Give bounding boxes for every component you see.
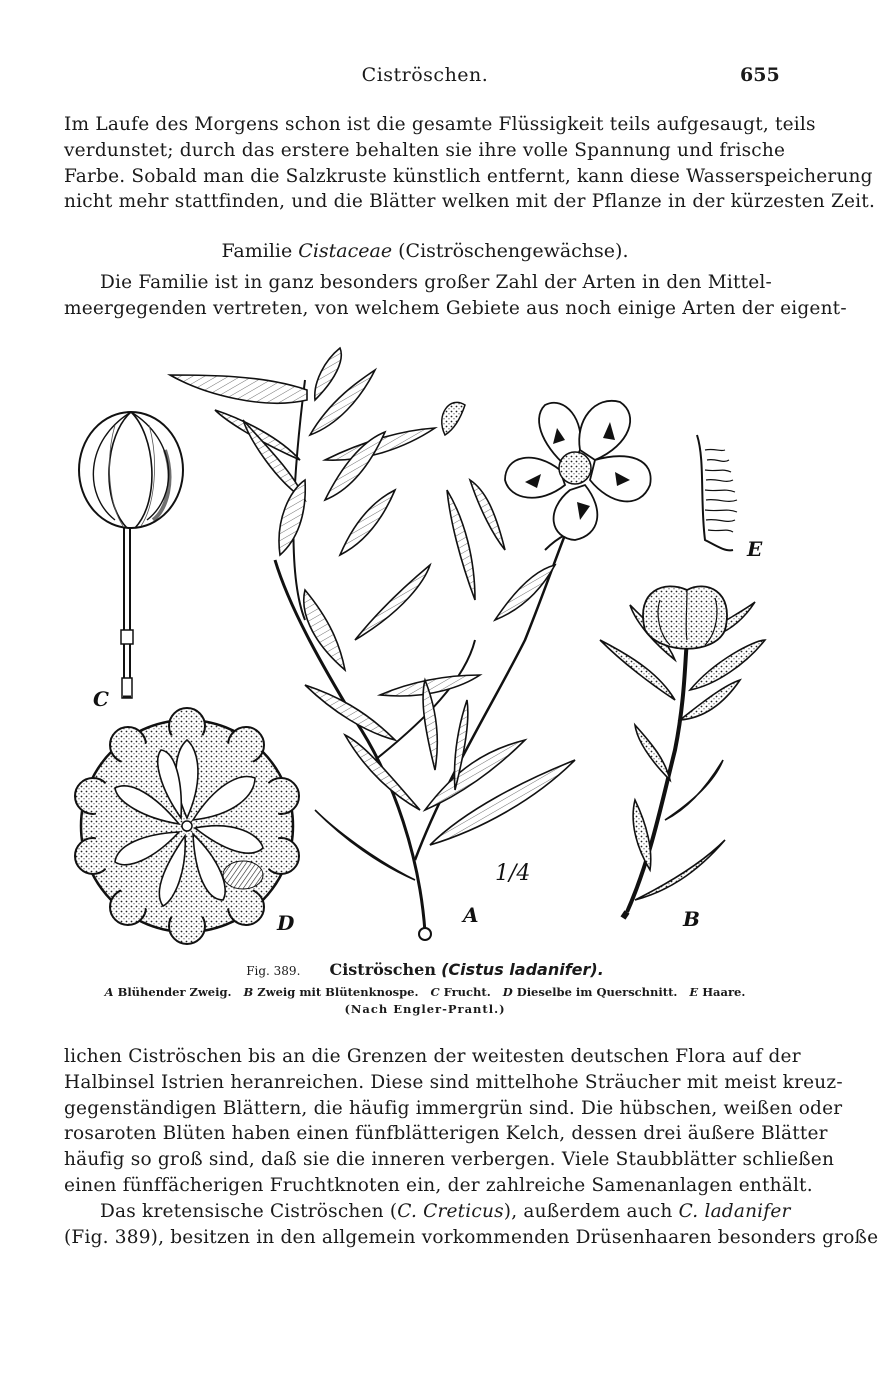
section-prefix: Familie — [221, 240, 299, 262]
hairs-drawing-e — [697, 435, 737, 550]
text-line: lichen Ciströschen bis an die Grenzen der weitesten deutschen Flora auf der — [64, 1046, 801, 1067]
legend-letter: D — [502, 985, 513, 999]
legend-text: Zweig mit Blütenknospe. — [257, 985, 419, 999]
figure-label-e: E — [747, 537, 763, 561]
legend-text: Dieselbe im Querschnitt. — [516, 985, 678, 999]
figure-caption — [0, 960, 850, 979]
cross-section-drawing-d — [75, 708, 299, 944]
text-line: Die Familie ist in ganz besonders großer Zahl der Arten in den Mittel- — [100, 272, 772, 293]
figure-label-a: A — [463, 903, 479, 927]
page-number: 655 — [740, 64, 780, 86]
scale-label: 1/4 — [495, 861, 531, 886]
running-title: Ciströschen. — [361, 64, 489, 86]
figure-label-b: B — [683, 907, 700, 931]
text-line — [64, 1199, 791, 1225]
bud-branch-drawing-b — [600, 586, 765, 918]
species-name: C. Creticus — [397, 1201, 504, 1222]
text-line: häufig so groß sind, daß sie die inneren verbergen. Viele Staubblätter schließen — [64, 1149, 835, 1171]
text-line: Farbe. Sobald man die Salzkruste künstlich entfernt, kann diese Wasserspeicherung — [64, 165, 873, 187]
species-name: C. ladanifer — [678, 1201, 791, 1222]
text-line: Im Laufe des Morgens schon ist die gesamte Flüssigkeit teils aufgesaugt, teils — [64, 114, 816, 135]
fruit-drawing-c — [79, 412, 183, 698]
figure-legend — [0, 985, 850, 999]
legend-letter: E — [689, 985, 699, 999]
text-line: nicht mehr stattfinden, und die Blätter welken mit der Pflanze in der kürzesten Zeit. — [64, 191, 876, 213]
section-suffix: (Ciströschengewächse). — [392, 240, 629, 262]
figure-common-name: Ciströschen — [329, 960, 436, 979]
botanical-illustration — [75, 340, 785, 945]
text-span: ), außerdem auch — [503, 1201, 679, 1222]
legend-text: Frucht. — [443, 985, 491, 999]
text-line: verdunstet; durch das erstere behalten sie ihre volle Spannung und frische — [64, 139, 786, 161]
section-latin-name: Cistaceae — [298, 240, 393, 262]
paragraph-bottom — [64, 1044, 843, 1199]
paragraph-last — [64, 1199, 878, 1251]
paragraph-family — [64, 270, 847, 322]
text-line: (Fig. 389), besitzen in den allgemein vorkommenden Drüsenhaaren besonders große — [64, 1226, 878, 1248]
legend-letter: C — [430, 985, 440, 999]
paragraph-top — [64, 112, 876, 215]
text-line: gegenständigen Blättern, die häufig immergrün sind. Die hübschen, weißen oder — [64, 1097, 843, 1119]
text-span: Das kretensische Ciströschen ( — [100, 1201, 398, 1222]
figure-number: Fig. 389. — [246, 964, 301, 978]
legend-letter: A — [104, 985, 114, 999]
figure-latin-name: (Cistus ladanifer). — [441, 960, 604, 979]
figure-source: (Nach Engler-Prantl.) — [344, 1002, 506, 1016]
text-line: rosaroten Blüten haben einen fünfblätterigen Kelch, dessen drei äußere Blätter — [64, 1123, 828, 1145]
legend-text: Haare. — [702, 985, 746, 999]
section-heading — [0, 240, 850, 262]
legend-letter: B — [243, 985, 254, 999]
text-line: Halbinsel Istrien heranreichen. Diese sind mittelhohe Sträucher mit meist kreuz- — [64, 1071, 843, 1093]
text-line: einen fünffächerigen Fruchtknoten ein, der zahlreiche Samenanlagen enthält. — [64, 1174, 813, 1196]
figure-label-c: C — [93, 687, 109, 711]
figure-label-d: D — [277, 911, 295, 935]
legend-text: Blühender Zweig. — [117, 985, 232, 999]
text-line: meergegenden vertreten, von welchem Gebiete aus noch einige Arten der eigent- — [64, 297, 847, 319]
